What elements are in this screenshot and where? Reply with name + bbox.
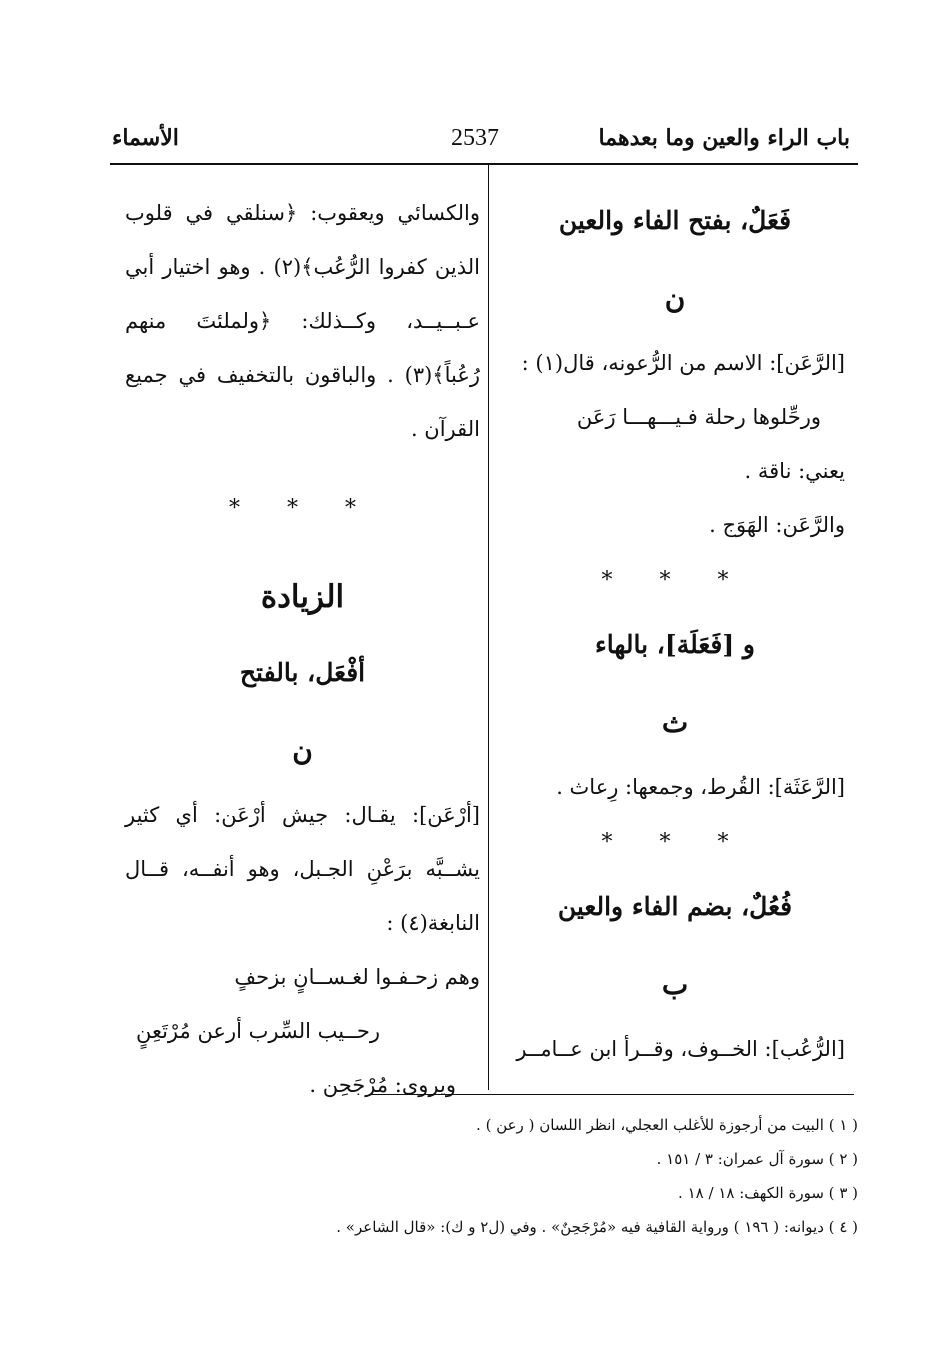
verse-line: وهم زحـفـوا لغـســانٍ بزحفٍ [234, 965, 480, 989]
heading-fuul: فُعُلٌ، بضم الفاء والعين [557, 892, 793, 921]
entry-line: والرَّعَن: الهَوَج . [709, 513, 845, 537]
right-column [505, 186, 845, 1076]
page-number: 2537 [451, 125, 499, 151]
entry-line: الذين كفروا الرُّعُب﴾(٢) . وهو اختيار أبي [125, 255, 480, 279]
entry-line: النابغة(٤) : [386, 911, 480, 935]
footnote: ( ٣ ) سورة الكهف: ١٨ / ١٨ . [678, 1184, 858, 1202]
footnotes [78, 1108, 858, 1244]
heading-ziyada: الزيادة [260, 579, 345, 615]
left-column [125, 186, 480, 1112]
entry-line: عـبــيــد، وكــذلك: ﴿ولملئتَ منهم [125, 309, 480, 333]
letter-heading-nun: ن [664, 282, 686, 315]
verse-line: رحــيب السِّرب أرعن مُرْتَعِنٍ [135, 1019, 380, 1043]
entry-line: [الرَّعَن]: الاسم من الرُّعونه، قال(١) : [521, 351, 845, 375]
heading-afal: أفْعَل، بالفتح [239, 658, 366, 687]
entry-line: [الرَّعَثَة]: القُرط، وجمعها: رِعاث . [556, 775, 845, 799]
section-separator: * * * [601, 568, 749, 593]
letter-heading-ba: ب [661, 968, 689, 1001]
verse-line: ورحِّلوها رحلة فـيـــهـــا رَعَن [576, 405, 821, 429]
section-separator: * * * [601, 830, 749, 855]
entry-line: يشــبَّه برَعْنِ الجـبل، وهو أنفــه، قــال [125, 857, 480, 881]
footnote: ( ١ ) البيت من أرجوزة للأغلب العجلي، انظر اللسان ( رعن ) . [476, 1116, 858, 1134]
heading-faal: فَعَلٌ، بفتح الفاء والعين [558, 206, 792, 235]
section-title: الأسماء [112, 125, 179, 151]
footnote: ( ٢ ) سورة آل عمران: ٣ / ١٥١ . [656, 1150, 858, 1168]
entry-line: [الرُّعُب]: الخــوف، وقــرأ ابن عــامــر [516, 1037, 845, 1061]
footnote-rule [370, 1094, 854, 1095]
column-divider [488, 165, 489, 1090]
entry-line: رُعُباً﴾(٣) . والباقون بالتخفيف في جميع [125, 363, 480, 387]
entry-line: يعني: ناقة . [744, 459, 845, 483]
header-rule [110, 163, 858, 165]
entry-line: ويروى: مُرْجَحِن . [309, 1073, 456, 1097]
entry-line: القرآن . [410, 417, 480, 441]
heading-faala: و [فَعَلَة]، بالهاء [595, 630, 755, 659]
letter-heading-nun: ن [292, 734, 313, 767]
footnote: ( ٤ ) ديوانه: ( ١٩٦ ) ورواية القافية فيه «مُرْجَحِنٌ» . وفي (ل٢ و ك): «قال الشاعر» . [336, 1218, 858, 1236]
chapter-title: باب الراء والعين وما بعدهما [598, 125, 850, 151]
entry-line: [أرْعَن]: يقـال: جيش أرْعَن: أي كثير [125, 803, 480, 827]
entry-line: والكسائي ويعقوب: ﴿سنلقي في قلوب [125, 201, 480, 225]
letter-heading-tha: ث [661, 706, 689, 739]
section-separator: * * * [229, 496, 376, 521]
